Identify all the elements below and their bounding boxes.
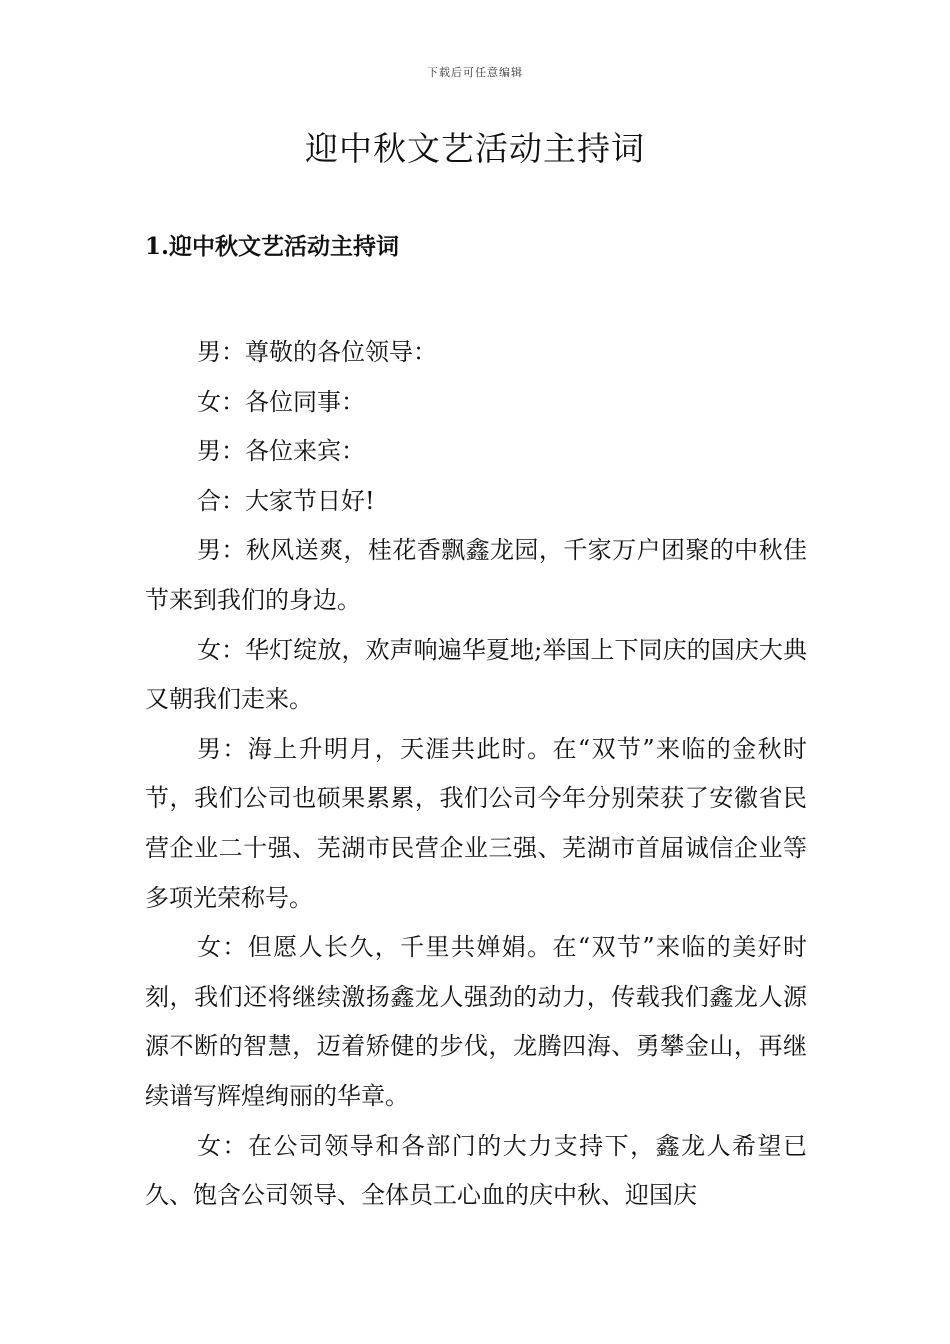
paragraph: 男：海上升明月，天涯共此时。在“双节”来临的金秋时节，我们公司也硕果累累，我们公司今年分别荣获了安徽省民营企业二十强、芜湖市民营企业三强、芜湖市首届诚信企业等多项光荣称号。 bbox=[145, 734, 807, 912]
paragraph: 女：但愿人长久，千里共婵娟。在“双节”来临的美好时刻，我们还将继续激扬鑫龙人强劲的动力，传载我们鑫龙人源源不断的智慧，迈着矫健的步伐，龙腾四海、勇攀金山，再继续谱写辉煌绚丽的华章。 bbox=[145, 933, 807, 1110]
paragraph: 女：华灯绽放，欢声响遍华夏地;举国上下同庆的国庆大典又朝我们走来。 bbox=[145, 635, 807, 714]
document-body bbox=[145, 328, 807, 1221]
paragraph: 男：秋风送爽，桂花香飘鑫龙园，千家万户团聚的中秋佳节来到我们的身边。 bbox=[145, 536, 807, 614]
paragraph: 男：各位来宾： bbox=[197, 437, 365, 466]
paragraph: 女：在公司领导和各部门的大力支持下，鑫龙人希望已久、饱含公司领导、全体员工心血的庆中秋、迎国庆 bbox=[145, 1131, 807, 1210]
paragraph: 合：大家节日好! bbox=[197, 486, 375, 515]
section-heading: 1.迎中秋文艺活动主持词 bbox=[145, 233, 400, 260]
paragraph: 男：尊敬的各位领导： bbox=[197, 338, 437, 366]
paragraph: 女：各位同事： bbox=[197, 387, 365, 416]
header-note: 下载后可任意编辑 bbox=[427, 66, 523, 79]
document-title: 迎中秋文艺活动主持词 bbox=[305, 129, 645, 168]
